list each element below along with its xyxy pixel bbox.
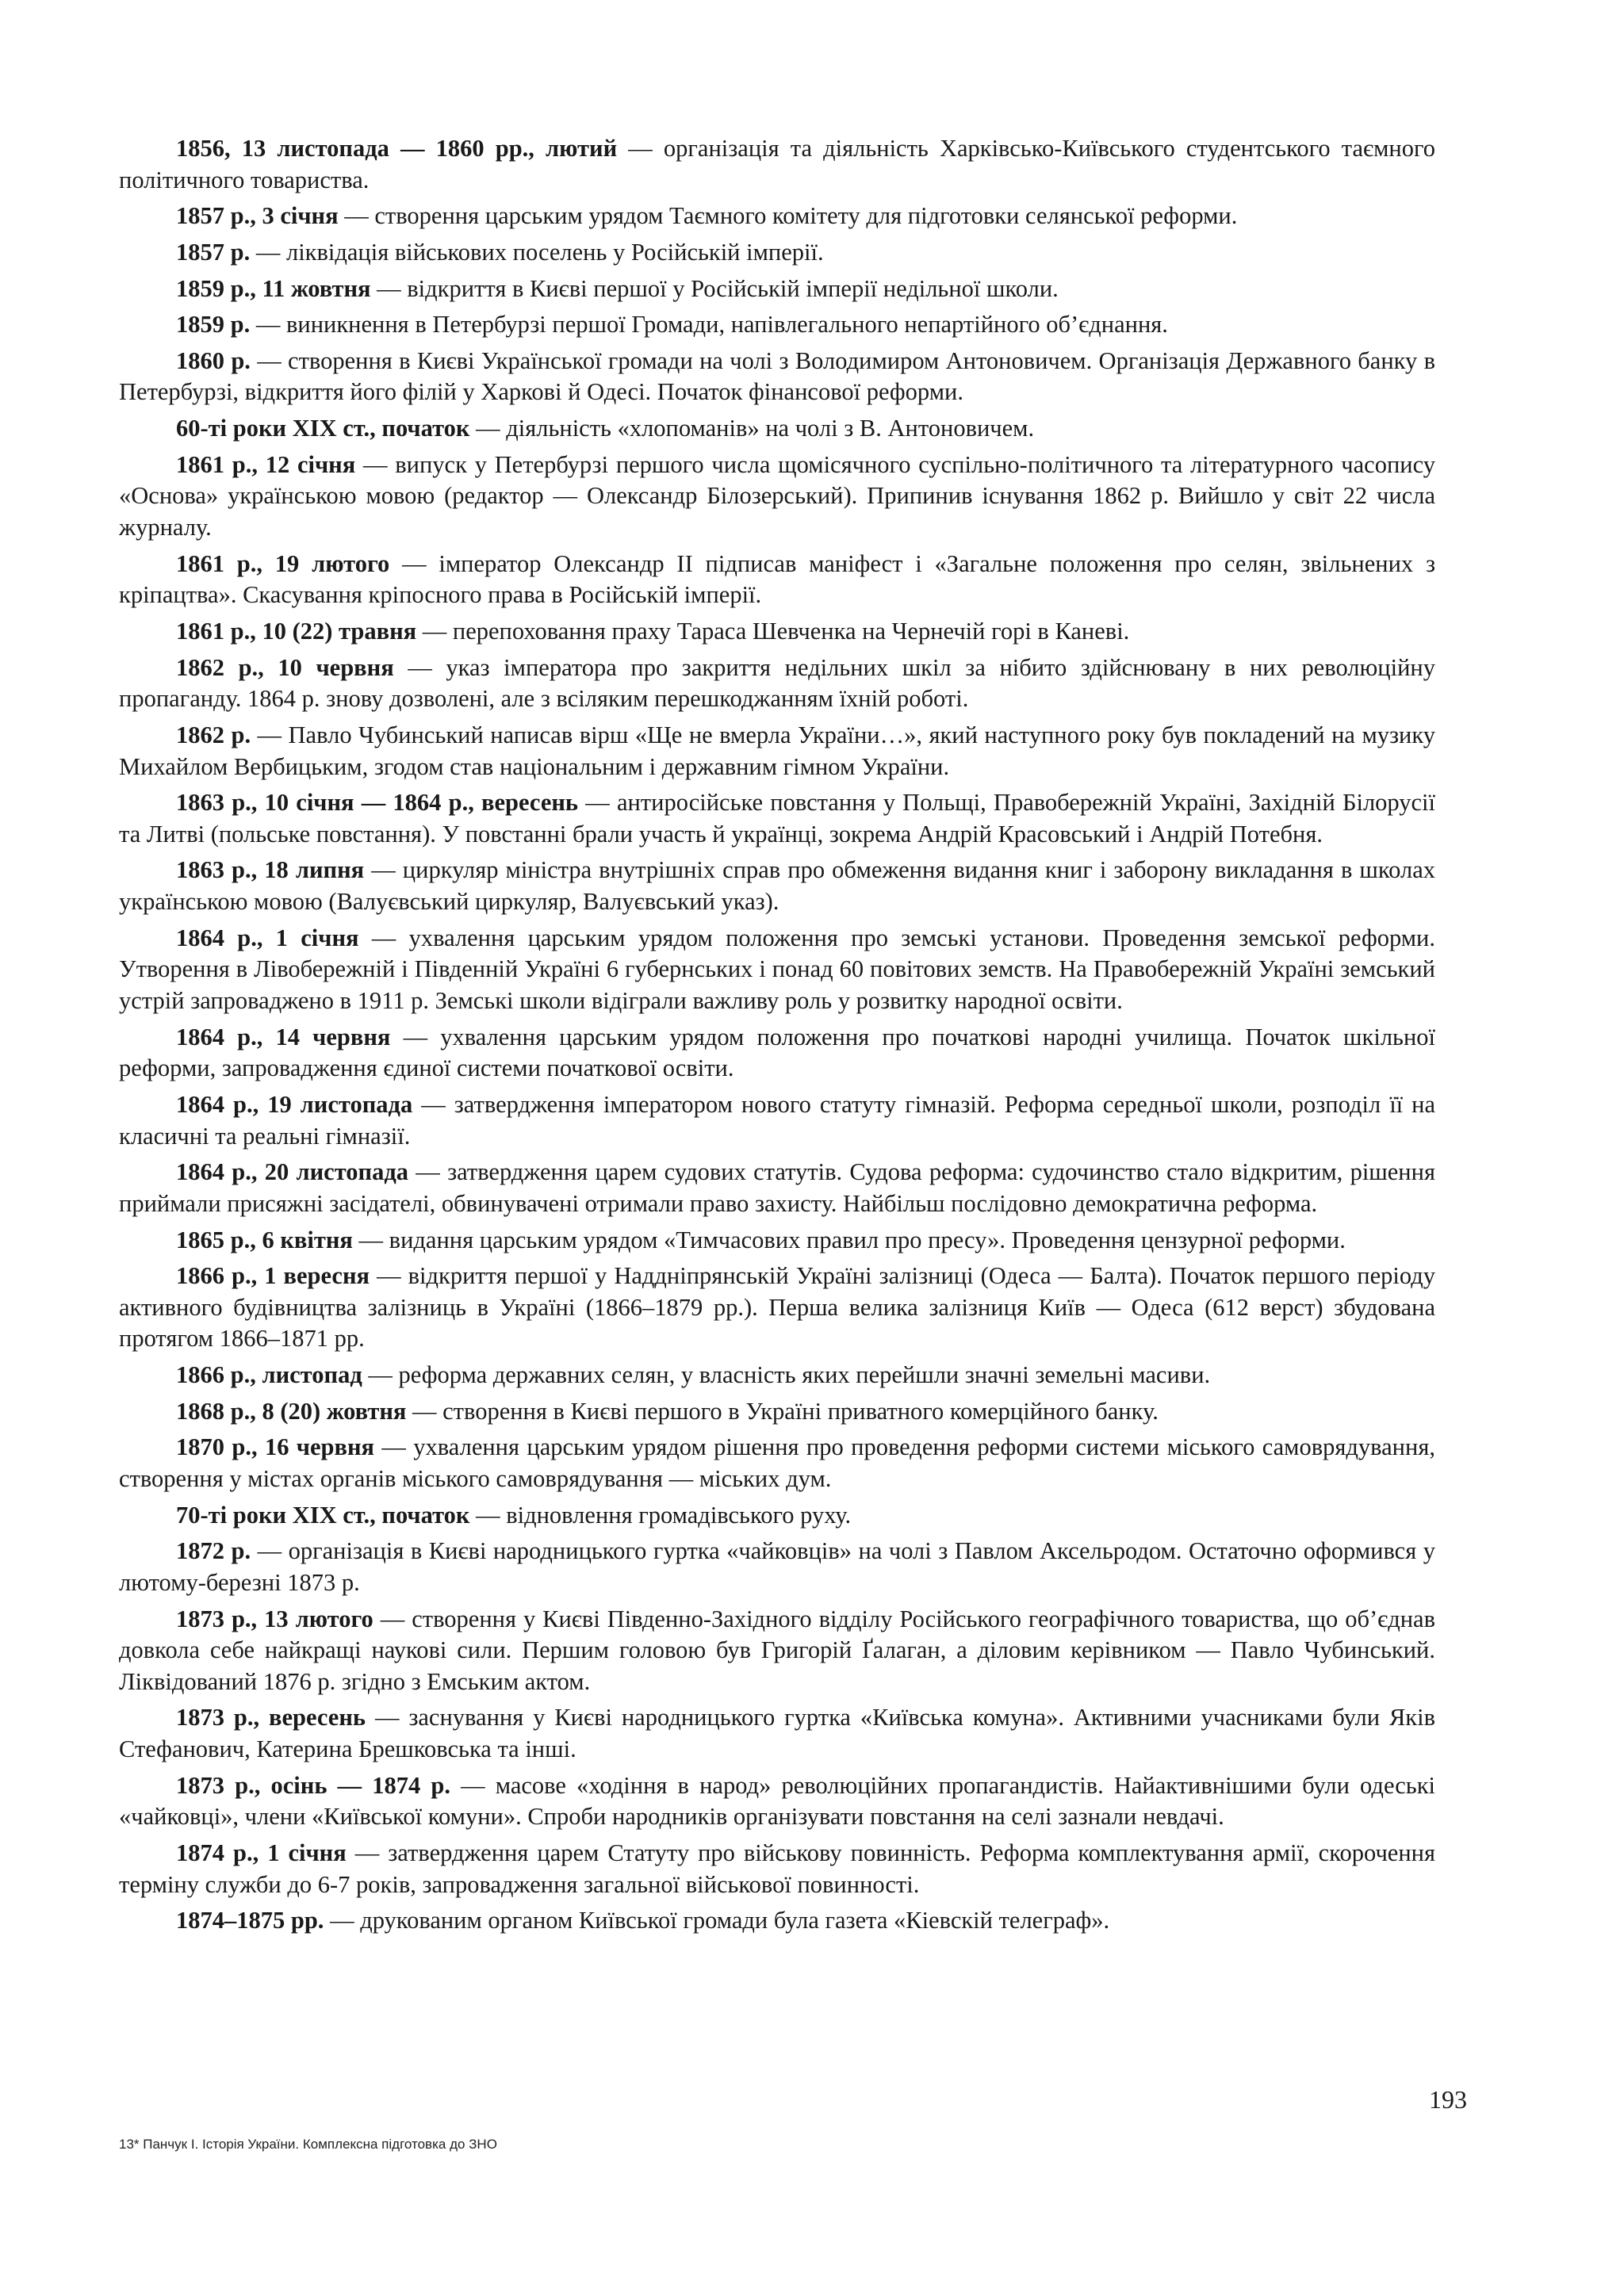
entry-date: 1866 р., листопад (176, 1361, 362, 1389)
page-number: 193 (1429, 2085, 1467, 2114)
entry-text: — ухвалення царським урядом положення про земські установи. Проведення земської реформи. Утворення в Лівобережній і Південній Україні 6 губернських і понад 60 повітових земств. На Правобережній Україні земський устрій запроваджено в 1911 р. Земські школи відіграли важливу роль у розвитку народної освіти. (119, 924, 1435, 1015)
entry-text: — створення у Києві Південно-Західного відділу Російського географічного товариства, що об’єднав довкола себе найкращі наукові сили. Першим головою був Григорій Ґалаган, а діловим керівником — Павло Чубинський. Ліквідований 1876 р. згідно з Емським актом. (119, 1605, 1435, 1695)
chronology-entry (119, 413, 1435, 445)
entry-text: — друкованим органом Київської громади була газета «Кіевскій телеграф». (324, 1907, 1110, 1934)
entry-date: 1863 р., 18 липня (176, 856, 365, 884)
chronology-entry (119, 237, 1435, 269)
entry-text: — затвердження царем Статуту про військову повинність. Реформа комплектування армії, скорочення терміну служби до 6-7 років, запровадження загальної військової повинності. (119, 1839, 1435, 1898)
chronology-entry (119, 201, 1435, 232)
entry-date: 1861 р., 10 (22) травня (176, 617, 417, 645)
entry-text: — циркуляр міністра внутрішніх справ про обмеження видання книг і заборону викладання в школах українською мовою (Валуєвський циркуляр, Валуєвський указ). (119, 856, 1436, 916)
entry-date: 1857 р., 3 січня (176, 202, 339, 230)
chronology-entry (119, 309, 1435, 341)
entry-date: 1872 р. (176, 1537, 251, 1565)
entry-date: 1864 р., 20 листопада (176, 1158, 409, 1186)
entry-text: — ліквідація військових поселень у Російській імперії. (250, 238, 824, 266)
entry-date: 1862 р., 10 червня (176, 653, 394, 681)
chronology-entry (119, 1157, 1435, 1219)
entry-date: 1857 р. (176, 238, 251, 266)
entry-text: — ухвалення царським урядом положення про початкові народні училища. Початок шкільної реформи, запровадження єдиної системи початкової освіти. (119, 1023, 1435, 1082)
chronology-entry (119, 133, 1435, 196)
chronology-entry (119, 1604, 1435, 1698)
chronology-entry (119, 450, 1435, 544)
entry-date: 1866 р., 1 вересня (176, 1262, 370, 1290)
entry-text: — створення в Києві Української громади на чолі з Володимиром Антоновичем. Організація Державного банку в Петербурзі, відкриття його філій у Харкові й Одесі. Початок фінансової реформи. (119, 346, 1435, 406)
entry-text: — перепоховання праху Тараса Шевченка на Чернечій горі в Каневі. (416, 617, 1130, 645)
entry-date: 60-ті роки XIX ст., початок (176, 415, 470, 442)
entry-text: — створення царським урядом Таємного комітету для підготовки селянської реформи. (338, 202, 1238, 230)
chronology-entry (119, 1905, 1435, 1937)
chronology-entry (119, 1536, 1435, 1598)
entry-text: — імператор Олександр II підписав маніфест і «Загальне положення про селян, звільнених з кріпацтва». Скасування кріпосного права в Російській імперії. (119, 549, 1435, 609)
chronology-entry (119, 1838, 1435, 1900)
entry-text: — випуск у Петербурзі першого числа щомісячного суспільно-політичного та літературного часопису «Основа» українською мовою (редактор — Олександр Білозерський). Припинив існування 1862 р. Вийшло у світ 22 числа журналу. (119, 450, 1435, 541)
chronology-entry (119, 1432, 1435, 1494)
entry-date: 1874–1875 рр. (176, 1907, 324, 1934)
entry-date: 1861 р., 12 січня (176, 450, 356, 478)
entry-text: — відкриття в Києві першої у Російській імперії недільної школи. (370, 274, 1059, 302)
chronology-list (119, 133, 1435, 1942)
entry-date: 1873 р., осінь — 1874 р. (176, 1771, 450, 1799)
entry-date: 1873 р., вересень (176, 1704, 366, 1732)
chronology-entry (119, 720, 1435, 783)
entry-date: 1861 р., 19 лютого (176, 549, 390, 577)
entry-date: 70-ті роки XIX ст., початок (176, 1501, 470, 1529)
chronology-entry (119, 1089, 1435, 1152)
chronology-entry (119, 616, 1435, 648)
chronology-entry (119, 787, 1435, 850)
chronology-entry (119, 652, 1435, 715)
footer-signature: 13* Панчук І. Історія України. Комплексна підготовка до ЗНО (119, 2137, 497, 2152)
chronology-entry (119, 1500, 1435, 1532)
entry-text: — відкриття першої у Наддніпрянській Україні залізниці (Одеса — Балта). Початок першого періоду активного будівництва залізниць в Україні (1866–1879 рр.). Перша велика залізниця Київ — Одеса (612 верст) збудована протягом 1866–1871 рр. (119, 1262, 1435, 1353)
entry-text: — виникнення в Петербурзі першої Громади, напівлегального непартійного об’єднання. (250, 311, 1168, 339)
entry-text: — масове «ходіння в народ» революційних пропагандистів. Найактивнішими були одеські «чайковці», члени «Київської комуни». Спроби народників організувати повстання на селі зазнали невдачі. (119, 1771, 1435, 1831)
entry-text: — антиросійське повстання у Польщі, Правобережній Україні, Західній Білорусії та Литві (польське повстання). У повстанні брали участь й українці, зокрема Андрій Красовський і Андрій Потебня. (119, 789, 1435, 848)
entry-text: — затвердження царем судових статутів. Судова реформа: судочинство стало відкритим, рішення приймали присяжні засідателі, обвинувачені отримали право захисту. Найбільш послідовно демократична реформа. (119, 1158, 1435, 1217)
entry-date: 1864 р., 19 листопада (176, 1090, 413, 1118)
entry-date: 1862 р. (176, 721, 251, 748)
chronology-entry (119, 346, 1435, 408)
entry-date: 1856, 13 листопада — 1860 рр., лютий (176, 135, 618, 162)
entry-text: — організація та діяльність Харківсько-Київського студентського таємного політичного товариства. (119, 135, 1435, 193)
entry-date: 1859 р., 11 жовтня (176, 274, 371, 302)
entry-date: 1873 р., 13 лютого (176, 1605, 373, 1632)
entry-text: — ухвалення царським урядом рішення про проведення реформи системи міського самоврядування, створення у містах органів міського самоврядування — міських дум. (119, 1433, 1435, 1492)
entry-date: 1859 р. (176, 311, 251, 339)
chronology-entry (119, 923, 1435, 1017)
entry-text: — заснування у Києві народницького гуртка «Київська комуна». Активними учасниками були Яків Стефанович, Катерина Брешковська та інші. (119, 1704, 1435, 1763)
chronology-entry (119, 855, 1435, 917)
entry-date: 1868 р., 8 (20) жовтня (176, 1397, 407, 1425)
entry-text: — відновлення громадівського руху. (469, 1501, 852, 1529)
entry-text: — створення в Києві першого в Україні приватного комерційного банку. (406, 1397, 1159, 1425)
entry-date: 1874 р., 1 січня (176, 1839, 347, 1867)
entry-date: 1864 р., 1 січня (176, 924, 359, 951)
entry-date: 1864 р., 14 червня (176, 1023, 391, 1050)
entry-date: 1870 р., 16 червня (176, 1433, 375, 1461)
entry-date: 1863 р., 10 січня — 1864 р., вересень (176, 789, 579, 817)
chronology-entry (119, 1396, 1435, 1428)
entry-text: — організація в Києві народницького гуртка «чайковців» на чолі з Павлом Аксельродом. Остаточно оформився у лютому-березні 1873 р. (119, 1537, 1436, 1596)
chronology-entry (119, 549, 1435, 611)
chronology-entry (119, 1022, 1435, 1085)
entry-date: 1860 р. (176, 346, 251, 374)
chronology-entry (119, 274, 1435, 305)
entry-text: — реформа державних селян, у власність яких перейшли значні земельні масиви. (362, 1361, 1211, 1389)
chronology-entry (119, 1225, 1435, 1257)
entry-text: — затвердження імператором нового статуту гімназій. Реформа середньої школи, розподіл її на класичні та реальні гімназії. (119, 1090, 1435, 1150)
entry-text: — діяльність «хлопоманів» на чолі з В. Антоновичем. (469, 415, 1035, 442)
entry-text: — Павло Чубинський написав вірш «Ще не вмерла України…», який наступного року був покладений на музику Михайлом Вербицьким, згодом став національним і державним гімном України. (119, 721, 1436, 780)
entry-date: 1865 р., 6 квітня (176, 1226, 353, 1253)
chronology-entry (119, 1770, 1435, 1833)
chronology-entry (119, 1261, 1435, 1355)
chronology-entry (119, 1360, 1435, 1391)
entry-text: — указ імператора про закриття недільних шкіл за нібито здійснювану в них революційну пропаганду. 1864 р. знову дозволені, але з всіляким перешкоджанням їхній роботі. (119, 653, 1435, 713)
chronology-entry (119, 1702, 1435, 1765)
entry-text: — видання царським урядом «Тимчасових правил про пресу». Проведення цензурної реформи. (352, 1226, 1346, 1253)
